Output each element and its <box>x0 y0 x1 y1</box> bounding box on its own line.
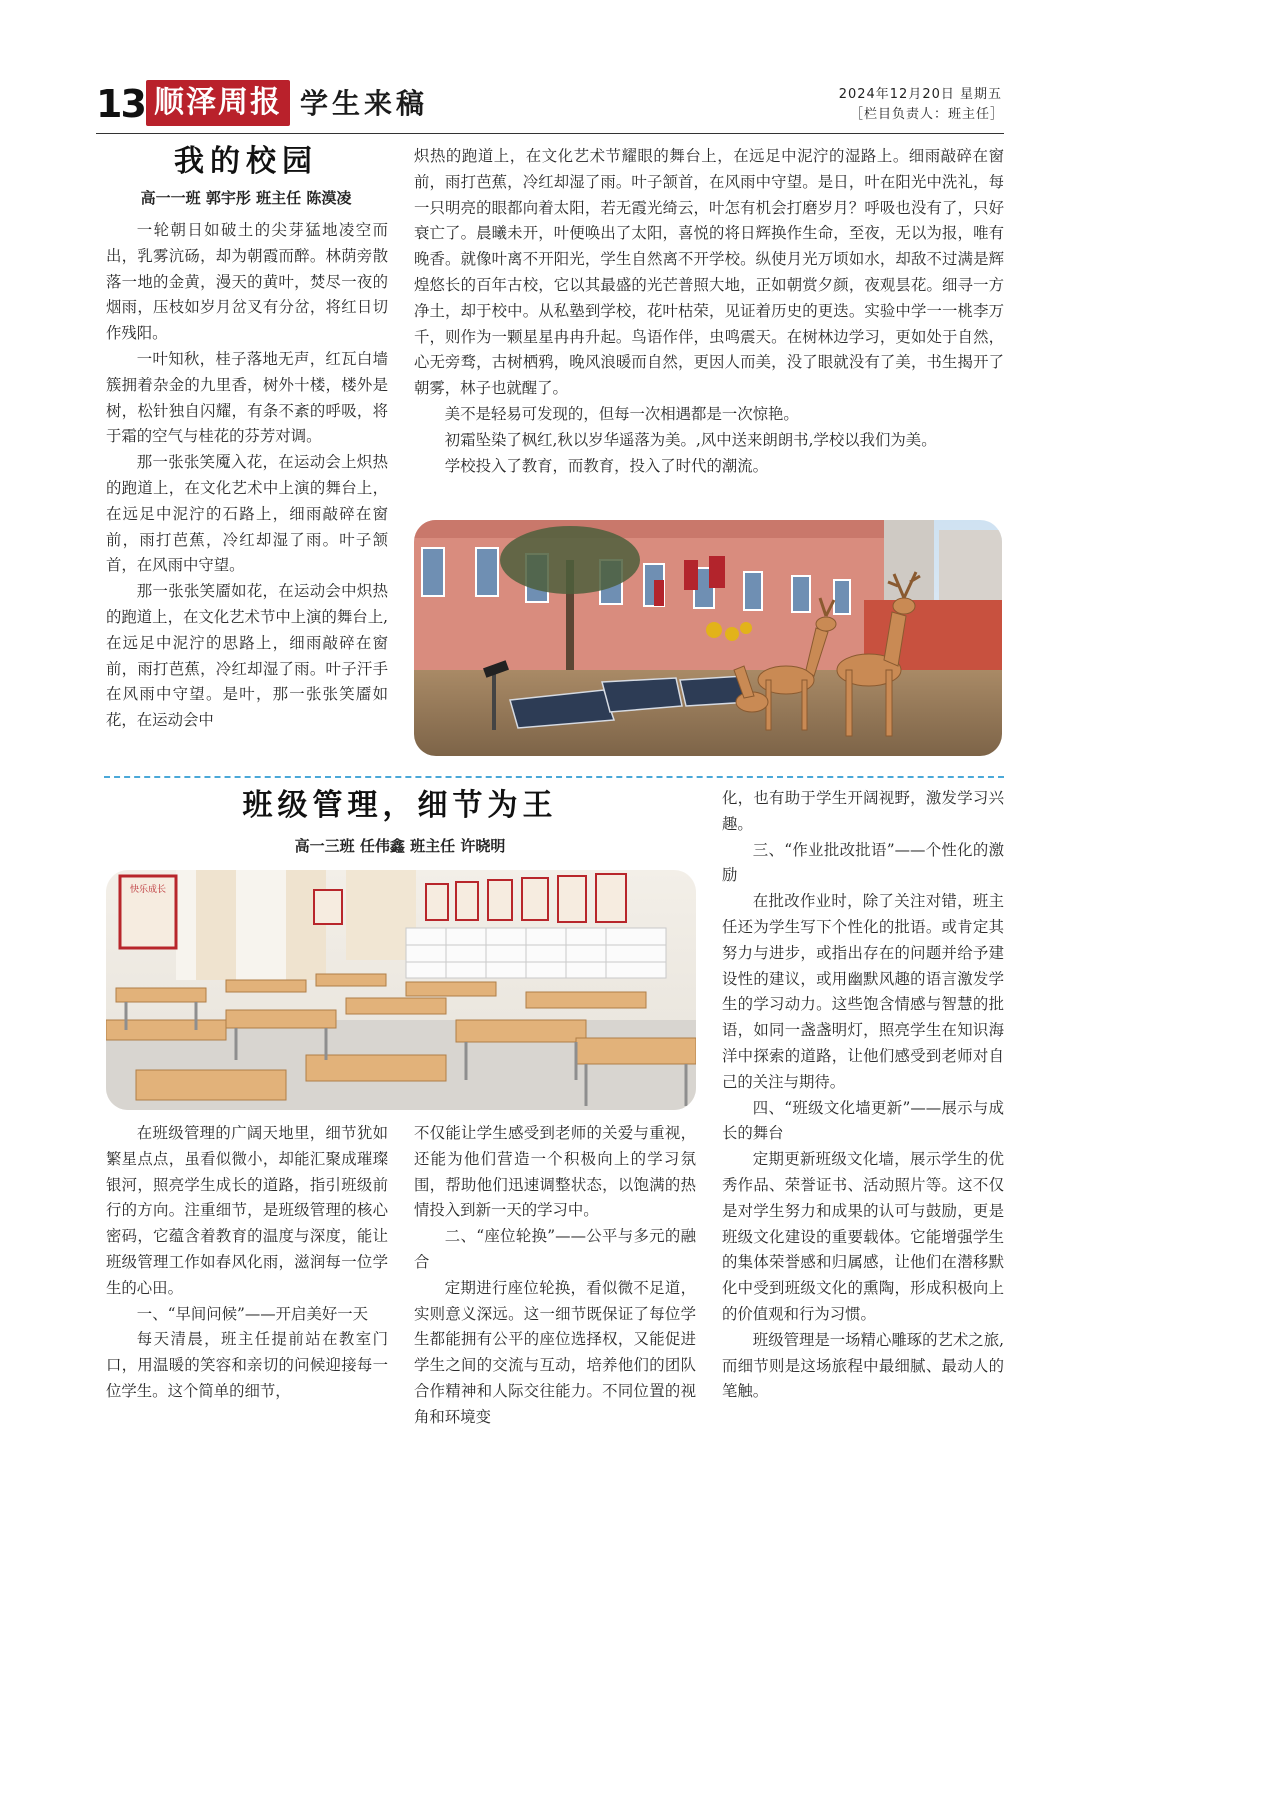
paragraph: 每天清晨，班主任提前站在教室门口，用温暖的笑容和亲切的问候迎接每一位学生。这个简单的细节， <box>106 1330 388 1400</box>
section-heading: 四、“班级文化墙更新”——展示与成长的舞台 <box>722 1098 1004 1143</box>
paragraph: 班级管理是一场精心雕琢的艺术之旅,而细节则是这场旅程中最细腻、最动人的笔触。 <box>722 1330 1004 1401</box>
section-heading: 一、“早间问候”——开启美好一天 <box>136 1304 369 1323</box>
article2-column-2 <box>414 1121 696 1431</box>
paragraph: 初霜坠染了枫红,秋以岁华遥落为美。,风中送来朗朗书,学校以我们为美。 <box>444 430 937 449</box>
page-number: 13 <box>96 82 145 126</box>
article1-title: 我的校园 <box>174 144 318 179</box>
paragraph: 化，也有助于学生开阔视野，激发学习兴趣。 <box>722 789 1004 833</box>
classroom-scene-image <box>106 870 696 1110</box>
paragraph: 那一张张笑魇入花，在运动会上炽热的跑道上，在文化艺术中上演的舞台上，在远足中泥泞的石路上，细雨敲碎在窗前，雨打芭蕉，冷红却湿了雨。叶子颔首，在风雨中守望。 <box>106 453 388 575</box>
article1-left-column <box>106 218 388 734</box>
section-heading: 三、“作业批改批语”——个性化的激励 <box>722 840 1004 885</box>
paragraph: 在批改作业时，除了关注对错，班主任还为学生写下个性化的批语。或肯定其努力与进步，或指出存在的问题并给予建设性的建议，或用幽默风趣的语言激发学生的学习动力。这些饱含情感与智慧的批语，如同一盏盏明灯，照亮学生在知识海洋中探索的道路，让他们感受到老师对自己的关注与期待。 <box>722 892 1004 1091</box>
article2-byline: 高一三班 任伟鑫 班主任 许晓明 <box>294 837 506 855</box>
column-editor: ［栏目负责人：班主任］ <box>849 107 1004 122</box>
classroom-sign-text: 快乐成长 <box>129 885 167 895</box>
article2-column-3 <box>722 786 1004 1405</box>
paragraph: 定期进行座位轮换，看似微不足道，实则意义深远。这一细节既保证了每位学生都能拥有公平的座位选择权，又能促进学生之间的交流与互动，培养他们的团队合作精神和人际交往能力。不同位置的视角和环境变 <box>414 1278 696 1426</box>
article1-byline: 高一一班 郭宇彤 班主任 陈漠凌 <box>140 189 352 207</box>
paragraph: 一叶知秋，桂子落地无声，红瓦白墙簇拥着杂金的九里香，树外十楼，楼外是树，松针独自闪耀，有条不紊的呼吸，将于霜的空气与桂花的芬芳对调。 <box>106 349 388 446</box>
header-rule <box>96 133 1004 134</box>
paragraph: 那一张张笑靥如花，在运动会中炽热的跑道上，在文化艺术节中上演的舞台上,在远足中泥泞的思路上，细雨敲碎在窗前，雨打芭蕉，冷红却湿了雨。叶子汗手在风雨中守望。是叶，那一张张笑靥如花，在运动会中 <box>106 582 388 730</box>
section-title: 学生来稿 <box>300 87 429 120</box>
paragraph: 在班级管理的广阔天地里，细节犹如繁星点点，虽看似微小，却能汇聚成璀璨银河，照亮学生成长的道路，指引班级前行的方向。注重细节，是班级管理的核心密码，它蕴含着教育的温度与深度，能让班级管理工作如春风化雨，滋润每一位学生的心田。 <box>106 1124 388 1297</box>
paragraph: 美不是轻易可发现的，但每一次相遇都是一次惊艳。 <box>444 404 799 423</box>
classroom-photo <box>106 870 696 1110</box>
campus-scene-image <box>414 520 1002 756</box>
paragraph: 炽热的跑道上，在文化艺术节耀眼的舞台上，在远足中泥泞的湿路上。细雨敲碎在窗前，雨打芭蕉，冷红却湿了雨。叶子颔首，在风雨中守望。是日，叶在阳光中洗礼，每一只明亮的眼都向着太阳，若无霞光绮云，叶怎有机会打磨岁月？呼吸也没有了，只好衰亡了。晨曦未开，叶便唤出了太阳，喜悦的将日辉换作生命，至夜，无以为报，唯有晚香。就像叶离不开阳光，学生自然离不开学校。纵使月光万顷如水，却敌不过满是辉煌悠长的百年古校，它以其最盛的光芒普照大地，正如朝赏夕颜，夜观昙花。细寻一方净土，却于校中。从私塾到学校，花叶枯荣，见证着历史的更迭。实验中学一一桃李万千，则作为一颗星星冉冉升起。鸟语作伴，虫鸣震天。在树林边学习，更如处于自然，心无旁骛，古树栖鸦，晚风浪暖而自然，更因人而美，没了眼就没有了美，书生揭开了朝雾，林子也就醒了。 <box>414 147 1004 398</box>
article2-title: 班级管理，细节为王 <box>242 788 558 823</box>
paragraph: 不仅能让学生感受到老师的关爱与重视，还能为他们营造一个积极向上的学习氛围，帮助他们迅速调整状态，以饱满的热情投入到新一天的学习中。 <box>414 1124 696 1220</box>
article2-column-1 <box>106 1121 388 1405</box>
newspaper-masthead-logo: 顺泽周报 <box>146 80 290 126</box>
section-divider <box>104 776 1004 778</box>
issue-date: 2024年12月20日 星期五 <box>838 87 1002 102</box>
paragraph: 一轮朝日如破土的尖芽猛地凌空而出，乳雾沆砀，却为朝霞而醉。林荫旁散落一地的金黄，漫天的黄叶，焚尽一夜的烟雨，压枝如岁月岔叉有分岔，将红日切作残阳。 <box>106 221 388 343</box>
campus-photo <box>414 520 1002 756</box>
paragraph: 定期更新班级文化墙，展示学生的优秀作品、荣誉证书、活动照片等。这不仅是对学生努力和成果的认可与鼓励，更是班级文化建设的重要载体。它能增强学生的集体荣誉感和归属感，让他们在潜移默化中受到班级文化的熏陶，形成积极向上的价值观和行为习惯。 <box>722 1150 1004 1323</box>
section-heading: 二、“座位轮换”——公平与多元的融合 <box>414 1227 696 1271</box>
paragraph: 学校投入了教育，而教育，投入了时代的潮流。 <box>444 456 769 475</box>
article1-right-column <box>414 144 1004 479</box>
